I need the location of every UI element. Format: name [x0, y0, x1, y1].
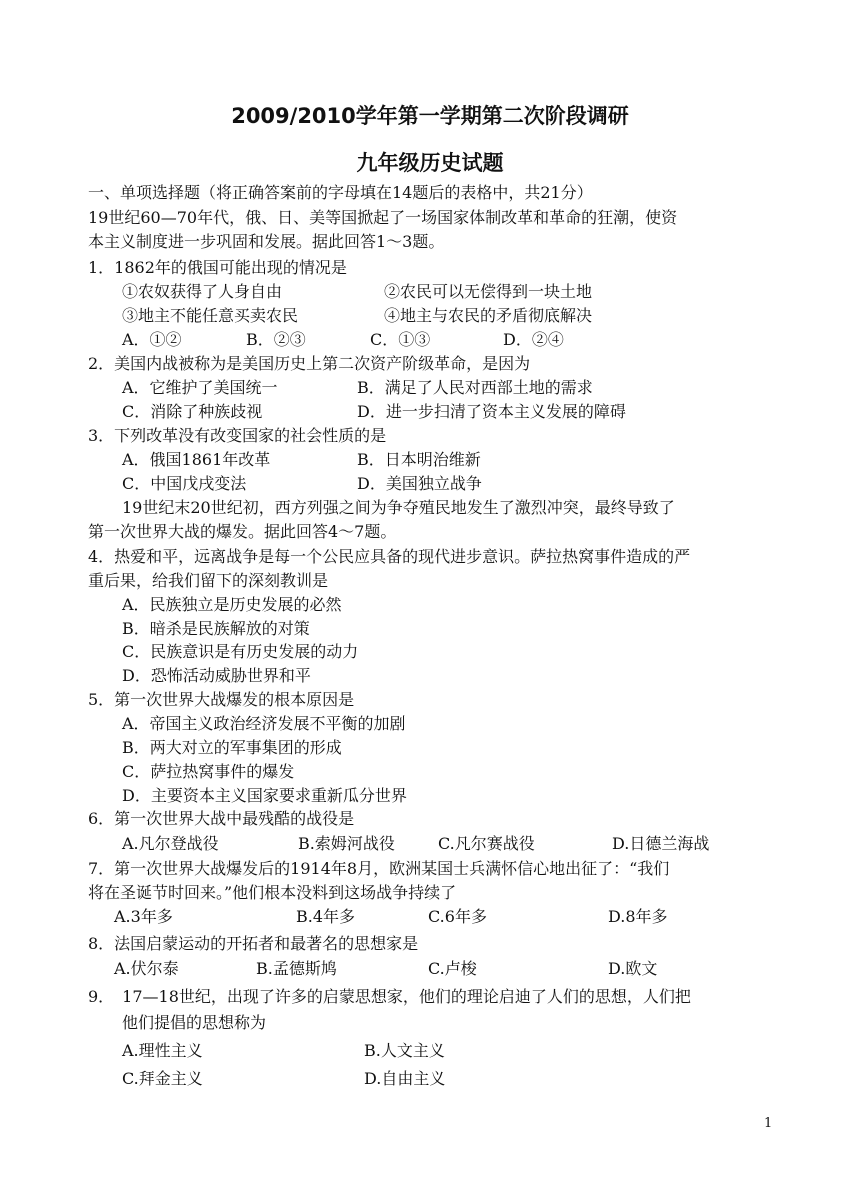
option-c: C.拜金主义: [122, 1069, 203, 1088]
option-d: D.8年多: [608, 907, 668, 926]
option-text: ④地主与农民的矛盾彻底解决: [384, 306, 593, 325]
option-b: B.人文主义: [364, 1041, 445, 1060]
document-title: 2009/2010学年第一学期第二次阶段调研: [231, 104, 629, 128]
option-c: C.卢梭: [428, 959, 477, 978]
question-5: 5．第一次世界大战爆发的根本原因是: [88, 690, 355, 709]
option-b: B．两大对立的军事集团的形成: [122, 738, 342, 757]
option-d: D.自由主义: [364, 1069, 446, 1088]
intro-text: 本主义制度进一步巩固和发展。据此回答1～3题。: [88, 232, 445, 251]
option-d: D．恐怖活动威胁世界和平: [122, 666, 311, 685]
option-b: B.4年多: [296, 907, 356, 926]
question-9-cont: 他们提倡的思想称为: [122, 1013, 267, 1032]
question-4-cont: 重后果，给我们留下的深刻教训是: [88, 571, 329, 590]
option-d: D．②④: [503, 330, 564, 349]
question-7: 7．第一次世界大战爆发后的1914年8月，欧洲某国士兵满怀信心地出征了：“我们: [88, 859, 670, 878]
option-a: A．俄国1861年改革: [122, 450, 271, 469]
option-b: B．暗杀是民族解放的对策: [122, 619, 310, 638]
question-4: 4．热爱和平，远离战争是每一个公民应具备的现代进步意识。萨拉热窝事件造成的严: [88, 547, 691, 566]
question-3: 3．下列改革没有改变国家的社会性质的是: [88, 426, 387, 445]
page-number: 1: [764, 1116, 773, 1131]
option-a: A．它维护了美国统一: [122, 378, 278, 397]
option-a: A．民族独立是历史发展的必然: [122, 595, 342, 614]
option-c: C.凡尔赛战役: [438, 834, 535, 853]
option-d: D.欧文: [608, 959, 658, 978]
option-text: ③地主不能任意买卖农民: [122, 306, 299, 325]
option-text: ①农奴获得了人身自由: [122, 282, 283, 301]
option-a: A.凡尔登战役: [122, 834, 219, 853]
option-c: C．消除了种族歧视: [122, 402, 263, 421]
question-6: 6．第一次世界大战中最残酷的战役是: [88, 809, 355, 828]
intro-text: 第一次世界大战的爆发。据此回答4～7题。: [88, 522, 397, 541]
option-a: A．帝国主义政治经济发展不平衡的加剧: [122, 714, 406, 733]
option-d: D．主要资本主义国家要求重新瓜分世界: [122, 786, 407, 805]
option-b: B．日本明治维新: [357, 450, 481, 469]
question-9: 9． 17—18世纪，出现了许多的启蒙思想家，他们的理论启迪了人们的思想，人们把: [88, 987, 691, 1006]
document-subtitle: 九年级历史试题: [356, 151, 504, 175]
question-7-cont: 将在圣诞节时回来。”他们根本没料到这场战争持续了: [88, 883, 457, 902]
option-a: A．①②: [122, 330, 182, 349]
intro-text: 19世纪末20世纪初，西方列强之间为争夺殖民地发生了激烈冲突，最终导致了: [122, 498, 675, 517]
option-text: ②农民可以无偿得到一块土地: [384, 282, 593, 301]
question-1: 1．1862年的俄国可能出现的情况是: [88, 258, 347, 277]
option-c: C.6年多: [428, 907, 487, 926]
option-b: B.索姆河战役: [298, 834, 395, 853]
option-d: D.日德兰海战: [612, 834, 710, 853]
option-a: A.理性主义: [122, 1041, 203, 1060]
question-2: 2．美国内战被称为是美国历史上第二次资产阶级革命，是因为: [88, 354, 531, 373]
option-d: D．进一步扫清了资本主义发展的障碍: [357, 402, 626, 421]
option-c: C．中国戊戌变法: [122, 474, 247, 493]
option-c: C．①③: [370, 330, 431, 349]
option-b: B．②③: [246, 330, 306, 349]
option-c: C．萨拉热窝事件的爆发: [122, 762, 295, 781]
option-b: B.孟德斯鸠: [256, 959, 337, 978]
intro-text: 19世纪60—70年代，俄、日、美等国掀起了一场国家体制改革和革命的狂潮，使资: [88, 208, 678, 227]
option-c: C．民族意识是有历史发展的动力: [122, 642, 359, 661]
option-d: D．美国独立战争: [357, 474, 482, 493]
option-a: A.3年多: [114, 907, 173, 926]
section-heading: 一、单项选择题（将正确答案前的字母填在14题后的表格中，共21分）: [88, 183, 593, 202]
question-8: 8．法国启蒙运动的开拓者和最著名的思想家是: [88, 934, 419, 953]
option-b: B．满足了人民对西部土地的需求: [357, 378, 593, 397]
option-a: A.伏尔泰: [114, 959, 179, 978]
